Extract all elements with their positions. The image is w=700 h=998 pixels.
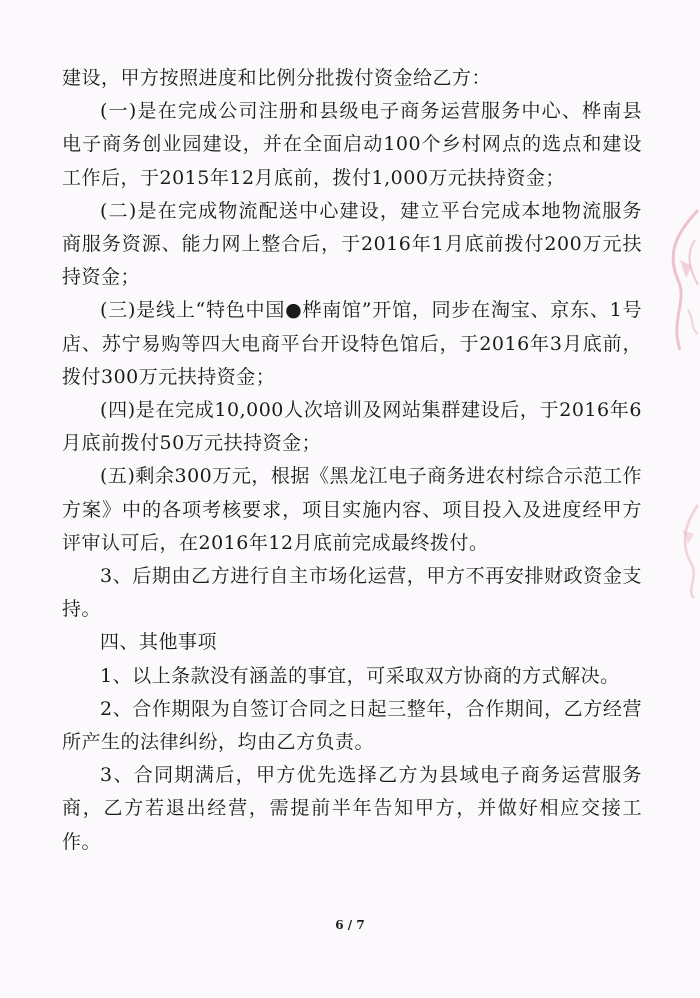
seal-stamp-top <box>650 200 700 360</box>
paragraph-6: (五)剩余300万元，根据《黑龙江电子商务进农村综合示范工作方案》中的各项考核要求，项目实施内容、项目投入及进度经甲方评审认可后，在2016年12月底前完成最终拨付。 <box>62 465 642 554</box>
paragraph-2: (一)是在完成公司注册和县级电子商务运营服务中心、桦南县电子商务创业园建设，并在全面启动100个乡村网点的选点和建设工作后，于2015年12月底前，拨付1,000万元扶持资金； <box>62 100 642 189</box>
section-heading: 四、其他事项 <box>100 631 218 654</box>
paragraph-5: (四)是在完成10,000人次培训及网站集群建设后，于2016年6月底前拨付50万元扶持资金； <box>62 399 642 455</box>
seal-stamp-bottom <box>672 500 700 600</box>
paragraph-10: 2、合作期限为自签订合同之日起三整年，合作期间，乙方经营所产生的法律纠纷，均由乙方负责。 <box>62 697 642 754</box>
paragraph-3: (二)是在完成物流配送中心建设，建立平台完成本地物流服务商服务资源、能力网上整合后，于2016年1月底前拨付200万元扶持资金； <box>62 199 642 289</box>
paragraph-1: 建设，甲方按照进度和比例分批拨付资金给乙方： <box>62 67 492 89</box>
page-number: 6 / 7 <box>335 918 365 932</box>
paragraph-9: 1、以上条款没有涵盖的事宜，可采取双方协商的方式解决。 <box>100 664 620 687</box>
paragraph-7: 3、后期由乙方进行自主市场化运营，甲方不再安排财政资金支持。 <box>62 565 642 621</box>
paragraph-4: (三)是线上“特色中国●桦南馆”开馆，同步在淘宝、京东、1号店、苏宁易购等四大电商平台开设特色馆后，于2016年3月底前，拨付300万元扶持资金； <box>62 299 642 388</box>
paragraph-11: 3、合同期满后，甲方优先选择乙方为县域电子商务运营服务商，乙方若退出经营，需提前半年告知甲方，并做好相应交接工作。 <box>62 764 642 853</box>
document-body <box>62 62 642 859</box>
